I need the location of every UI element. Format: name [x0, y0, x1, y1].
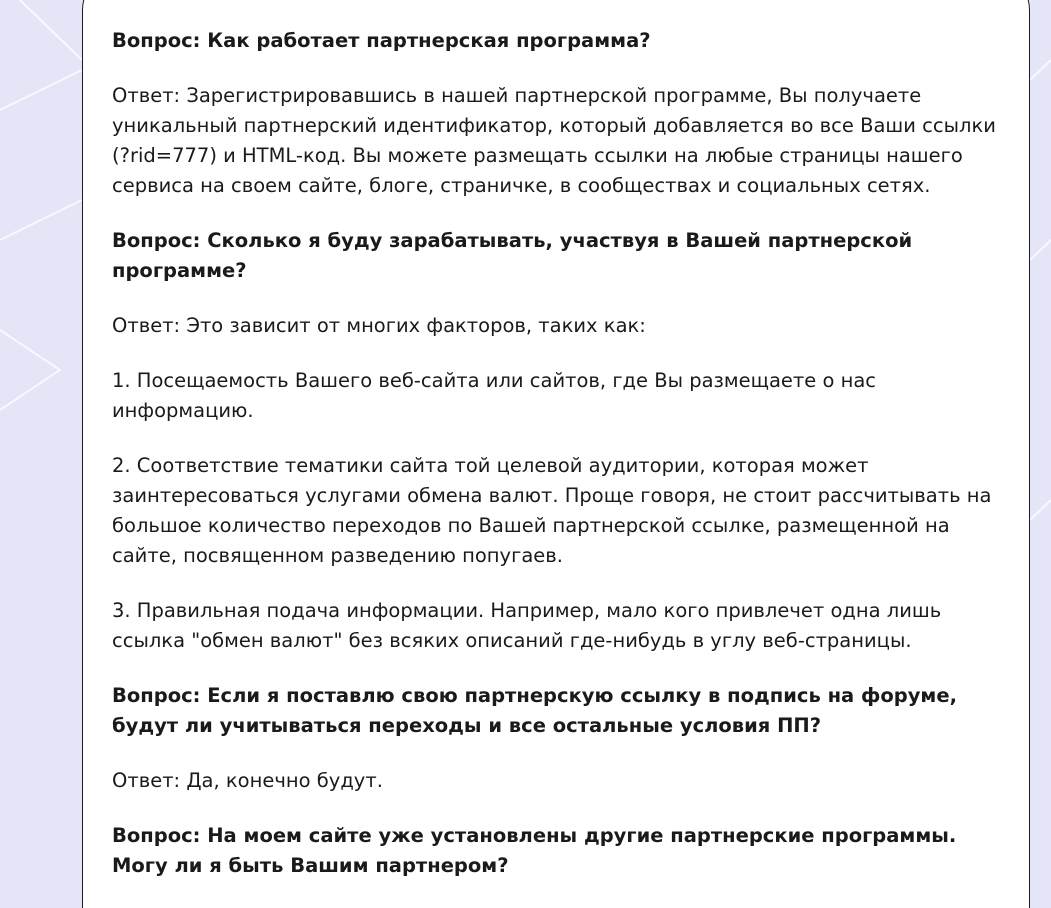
faq-question: Вопрос: На моем сайте уже установлены другие партнерские программы. Могу ли я быть Вашим партнером?: [112, 824, 957, 877]
faq-question: Вопрос: Если я поставлю свою партнерскую ссылку в подпись на форуме, будут ли учитываться переходы и все остальные условия ПП?: [112, 684, 957, 737]
faq-answer: Ответ: Да, конечно будут.: [112, 769, 383, 792]
faq-question: Вопрос: Как работает партнерская программа?: [112, 29, 651, 52]
faq-answer: Ответ: Это зависит от многих факторов, таких как:: [112, 314, 646, 337]
faq-question: Вопрос: Сколько я буду зарабатывать, участвуя в Вашей партнерской программе?: [112, 229, 913, 282]
faq-content: [112, 26, 1012, 906]
faq-answer-list-item: 2. Соответствие тематики сайта той целевой аудитории, которая может заинтересоваться услугами обмена валют. Проще говоря, не стоит рассчитывать на большое количество переходов по Вашей партнерской ссылке, размещенной на сайте, посвященном разведению попугаев.: [112, 454, 992, 567]
faq-answer: Ответ: Зарегистрировавшись в нашей партнерской программе, Вы получаете уникальный партнерский идентификатор, который добавляется во все Ваши ссылки (?rid=777) и HTML-код. Вы можете размещать ссылки на любые страницы нашего сервиса на своем сайте, блоге, страничке, в сообществах и социальных сетях.: [112, 84, 996, 197]
faq-answer-list-item: 1. Посещаемость Вашего веб-сайта или сайтов, где Вы размещаете о нас информацию.: [112, 369, 877, 422]
faq-answer-list-item: 3. Правильная подача информации. Например, мало кого привлечет одна лишь ссылка "обмен валют" без всяких описаний где-нибудь в углу веб-страницы.: [112, 599, 942, 652]
